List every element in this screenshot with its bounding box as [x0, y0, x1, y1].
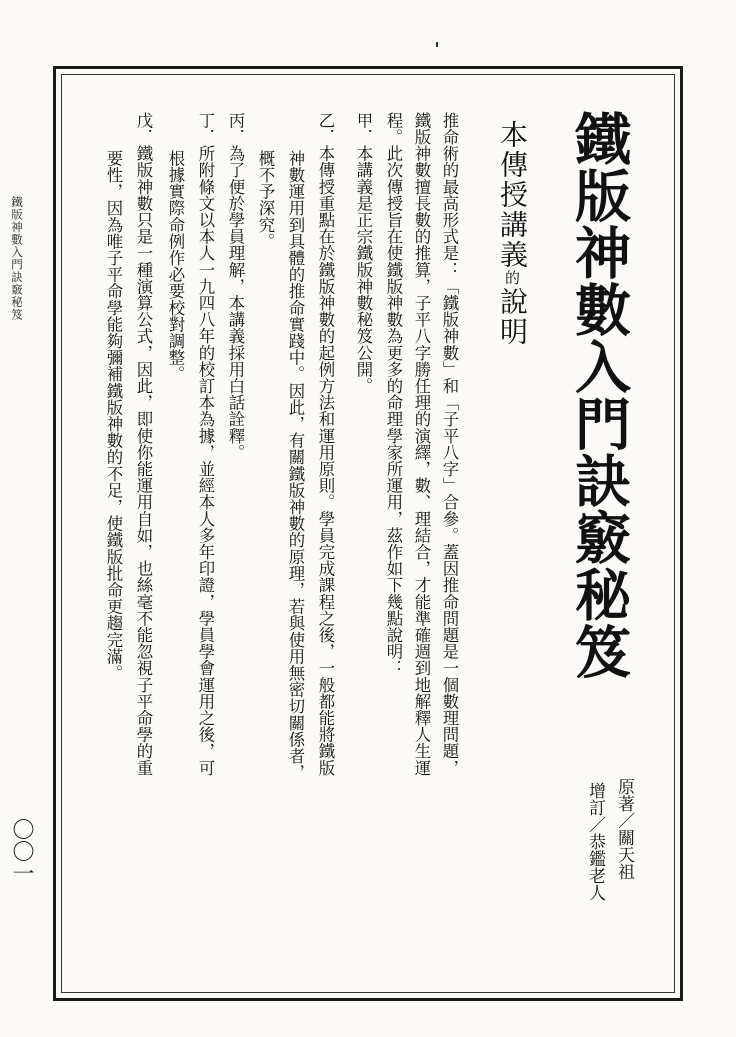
section-title-particle: 的: [503, 270, 521, 287]
scan-speck: [436, 42, 438, 47]
section-title-end: 說明: [496, 287, 529, 347]
body-line: 乙．本傳授重點在於鐵版神數的起例方法和運用原則。學員完成課程之後，一般都能將鐵版: [316, 112, 335, 776]
author-credit-revised: 增訂／恭鑑老人: [585, 782, 605, 901]
body-line: 神數運用到具體的推命實踐中。因此，有關鐵版神數的原理，若與使用無密切關係者，: [286, 150, 305, 781]
body-line: 丙．為了便於學員理解，本講義採用白話詮釋。: [226, 112, 245, 461]
body-line: 根據實際命例作必要校對調整。: [166, 150, 185, 383]
body-line: 概不予深究。: [256, 150, 275, 250]
body-line: 推命術的最高形式是：「鐵版神數」和「子平八字」合參。蓋因推命問題是一個數理問題，: [440, 112, 459, 776]
section-title-main: 本傳授講義: [496, 120, 529, 270]
body-line: 程。此次傳授旨在使鐵版神數為更多的命理學家所運用，茲作如下幾點說明：: [384, 112, 403, 677]
section-title: [496, 120, 528, 347]
body-line: 甲．本講義是正宗鐵版神數秘笈公開。: [354, 112, 373, 395]
running-header-side: 鐵版神數入門訣竅秘笈: [10, 196, 24, 321]
body-line: 要性，因為唯子平命學能夠彌補鐵版神數的不足，使鐵版批命更趨完滿。: [104, 150, 123, 682]
body-line: 丁．所附條文以本人一九四八年的校訂本為據，並經本人多年印證，學員學會運用之後，可: [196, 112, 215, 776]
body-line: 鐵版神數擅長數的推算，子平八字勝任理的演繹，數、理結合，才能準確週到地解釋人生運: [412, 112, 431, 776]
page-number: 〇〇一: [9, 818, 34, 884]
book-title: 鐵版神數入門訣竅秘笈: [566, 110, 632, 680]
author-credit-original: 原著／關天祖: [614, 778, 634, 880]
body-line: 戊．鐵版神數只是一種演算公式，因此，即使你能運用自如，也絲毫不能忽視子平命學的重: [134, 112, 153, 776]
